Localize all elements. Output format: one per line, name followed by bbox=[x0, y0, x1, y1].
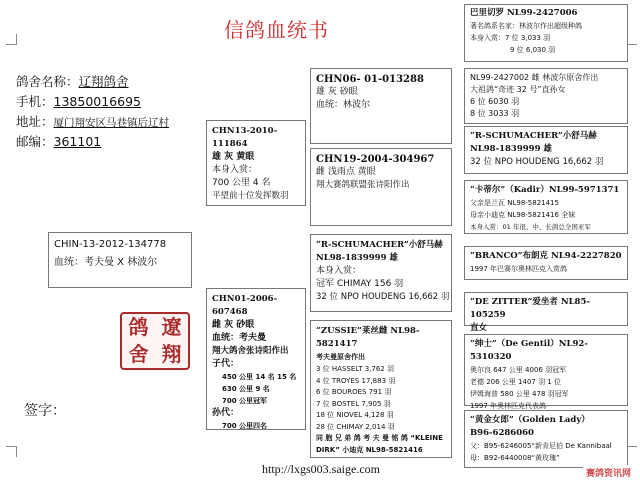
sire-ring: CHN13-2010-111864 bbox=[212, 126, 278, 149]
address-value: 厦门翔安区马巷镇后辽村 bbox=[53, 117, 170, 129]
sdd-line: 父亲是兰瓦 NL98-5821415 bbox=[470, 199, 559, 207]
seal-char-4: 翔 bbox=[161, 342, 182, 366]
dam-child-result: 630 公里 9 名 bbox=[222, 385, 270, 393]
ddd-line: 父：B95-6246005“新肯尼伯 De Kannibaal bbox=[470, 442, 612, 450]
ssd-line: 8 位 3033 羽 bbox=[470, 109, 520, 118]
sire-box bbox=[206, 120, 306, 206]
sdd-ring: “卡蒂尔”（Kadir）NL99-5971371 bbox=[470, 185, 620, 195]
dam-dam-ring: “ZUSSIE”莱丝雌 NL98-5821417 bbox=[316, 326, 420, 349]
dam-line: 翔大鸽舍张诗阳作出 bbox=[212, 346, 289, 356]
address-label: 地址： bbox=[16, 114, 54, 129]
dam-sire-dam-box bbox=[464, 292, 628, 333]
sire-sire-ring: CHN06- 01-013288 bbox=[316, 74, 424, 85]
subject-bird-box bbox=[48, 232, 192, 288]
dam-dam-line: DIRK” 小迪克 NL98-5821416 bbox=[316, 445, 423, 454]
website-url: http://lxgs003.saige.com bbox=[262, 462, 380, 476]
signature-label: 签字： bbox=[24, 403, 66, 419]
dam-sire-sire-box bbox=[464, 246, 628, 280]
loft-name-label: 鸽舍名称： bbox=[16, 74, 79, 89]
dam-sire-line: 冠军 CHIMAY 156 羽 bbox=[316, 279, 404, 289]
sire-dam-ring: CHN19-2004-304967 bbox=[316, 154, 435, 165]
ssd-line: 大祖鸽“奇迹 32 号”直孙女 bbox=[470, 85, 566, 94]
seal-char-1: 鸽 bbox=[128, 315, 149, 339]
sss-line: 9 位 6,030 羽 bbox=[510, 46, 556, 54]
sire-sire-line: 雄 灰 砂眼 bbox=[316, 87, 358, 97]
zip-label: 邮编： bbox=[16, 134, 54, 149]
dam-sire-line: 32 位 NPO HOUDENG 16,662 羽 bbox=[316, 292, 450, 302]
sire-sire-box bbox=[310, 68, 452, 144]
phone-value: 13850016695 bbox=[53, 94, 141, 109]
sss-line: 著名鸽系名家：林波尔作出超级种鸽 bbox=[470, 22, 582, 30]
sds-ring-number: NL98-1839999 雄 bbox=[470, 144, 552, 154]
subject-ring: CHIN-13-2012-134778 bbox=[54, 239, 167, 250]
seal-char-2: 遼 bbox=[161, 315, 182, 339]
dam-dam-line: 同 胞 兄 弟 鸽 考 夫 曼 铭 鸽 “KLEINE bbox=[316, 434, 443, 442]
dam-dam-line: 4 位 TROYES 17,883 羽 bbox=[316, 376, 396, 385]
subject-bloodline: 血统：考夫曼 X 林波尔 bbox=[54, 257, 158, 268]
sdd-line: 母亲小迪克 NL98-5821416 全妹 bbox=[470, 211, 576, 219]
dam-line: 血统：考夫曼 bbox=[212, 333, 267, 343]
phone-label: 手机： bbox=[16, 94, 54, 109]
sdd-line: 本身入赏：01 年很、中、长鸽总全国亚军 bbox=[470, 223, 591, 231]
ddd-line: 母：B92-6440008“黄玫瑰” bbox=[470, 454, 560, 462]
dam-sire-ring-number: NL98-1839999 雄 bbox=[316, 253, 398, 263]
sire-line: 平望前十位发挥数羽 bbox=[212, 191, 289, 201]
dam-line: 子代： bbox=[212, 359, 240, 369]
zip-row bbox=[16, 132, 101, 150]
dam-line: 雌 灰 砂眼 bbox=[212, 320, 255, 330]
sss-ring: 巴里切罗 NL99-2427006 bbox=[470, 8, 578, 18]
sire-line: 本身入赏： bbox=[212, 165, 258, 175]
zip-value: 361101 bbox=[53, 134, 102, 149]
site-watermark: 赛鸽资讯网 bbox=[583, 465, 634, 480]
sire-dam-dam-box bbox=[464, 180, 628, 234]
dds-line: 1997 年奥林匹克代表鸽 bbox=[470, 402, 547, 410]
loft-name-row bbox=[16, 72, 129, 90]
loft-name-value: 辽翔鸽舍 bbox=[78, 74, 129, 89]
sire-sire-line: 血统：林波尔 bbox=[316, 100, 371, 110]
ddd-ring: “黄金女郎”（Golden Lady） bbox=[470, 415, 590, 425]
page-title: 信鸽血统书 bbox=[224, 18, 329, 42]
dss-line: 1997 年巴赛尔奥林匹克入赏鸽 bbox=[470, 265, 568, 273]
dsd-ring: “DE ZITTER”爱坐者 NL85-105259 bbox=[470, 297, 590, 320]
dsd-ring-note: 直女 bbox=[470, 323, 488, 333]
phone-row bbox=[16, 92, 141, 110]
dam-sire-ring: “R-SCHUMACHER”小舒马赫 bbox=[316, 240, 443, 250]
sss-line: 本身入赏：7 位 3,033 羽 bbox=[470, 34, 551, 42]
dam-sire-line: 本身入赏： bbox=[316, 266, 362, 276]
sire-sire-sire-box bbox=[464, 4, 628, 62]
crop-mark-bottom-left bbox=[6, 446, 17, 457]
address-row bbox=[16, 112, 169, 130]
ssd-line: NL99-2427002 雌 林波尔原舍作出 bbox=[470, 73, 599, 82]
sire-dam-line: 雌 浅雨点 黄眼 bbox=[316, 167, 376, 177]
dam-dam-line: 18 位 NIOVEL 4,128 羽 bbox=[316, 411, 394, 419]
dds-ring: “绅士”（De Gentil）NL92-5310320 bbox=[470, 339, 588, 362]
dam-child-result: 450 公里 14 名 15 名 bbox=[222, 373, 297, 381]
sds-ring: “R-SCHUMACHER”小舒马赫 bbox=[470, 131, 597, 141]
dss-ring: “BRANCO”布朗克 NL94-2227820 bbox=[470, 251, 622, 261]
dam-grand-result: 700 公里四名 bbox=[222, 422, 268, 430]
sire-line: 700 公里 4 名 bbox=[212, 178, 271, 188]
dam-dam-line: 6 位 BOUROES 791 羽 bbox=[316, 388, 392, 396]
dds-line: 老德 206 公里 1407 羽 1 位 bbox=[470, 378, 561, 386]
sds-line: 32 位 NPO HOUDENG 16,662 羽 bbox=[470, 157, 604, 167]
dds-line: 伊姆海普 580 公里 478 羽冠军 bbox=[470, 390, 569, 398]
sire-line: 雄 灰 黄眼 bbox=[212, 152, 255, 162]
dam-grand-label: 孙代： bbox=[212, 408, 240, 418]
dam-box bbox=[206, 288, 306, 430]
sire-dam-line: 翔大赛鸽联盟张诗阳作出 bbox=[316, 180, 410, 190]
seal-char-3: 舍 bbox=[128, 342, 149, 366]
loft-seal bbox=[120, 312, 190, 370]
dam-ring: CHN01-2006-607468 bbox=[212, 294, 278, 317]
dam-sire-box bbox=[310, 234, 452, 312]
dam-child-result: 700 公里冠军 bbox=[222, 397, 268, 405]
ssd-line: 6 位 6030 羽 bbox=[470, 97, 520, 106]
ddd-ring-number: B96-6286060 bbox=[470, 428, 534, 438]
sire-dam-box bbox=[310, 148, 452, 226]
dam-dam-line: 7 位 BOSTEL 7,905 羽 bbox=[316, 399, 391, 408]
dam-dam-line: 3 位 HASSELT 3,762 羽 bbox=[316, 365, 394, 373]
sire-sire-dam-box bbox=[464, 68, 628, 124]
signature-row bbox=[24, 400, 66, 420]
dam-dam-box bbox=[310, 320, 452, 458]
dam-dam-sire-box bbox=[464, 334, 628, 410]
dds-line: 奥尔良 647 公里 4006 羽冠军 bbox=[470, 366, 567, 374]
dam-dam-line: 考夫曼原舍作出 bbox=[316, 353, 365, 361]
dam-dam-dam-box bbox=[464, 410, 628, 468]
dam-dam-line: 28 位 CHIMAY 2,014 羽 bbox=[316, 422, 395, 431]
sire-dam-sire-box bbox=[464, 126, 628, 174]
crop-mark-top-left bbox=[6, 34, 17, 45]
